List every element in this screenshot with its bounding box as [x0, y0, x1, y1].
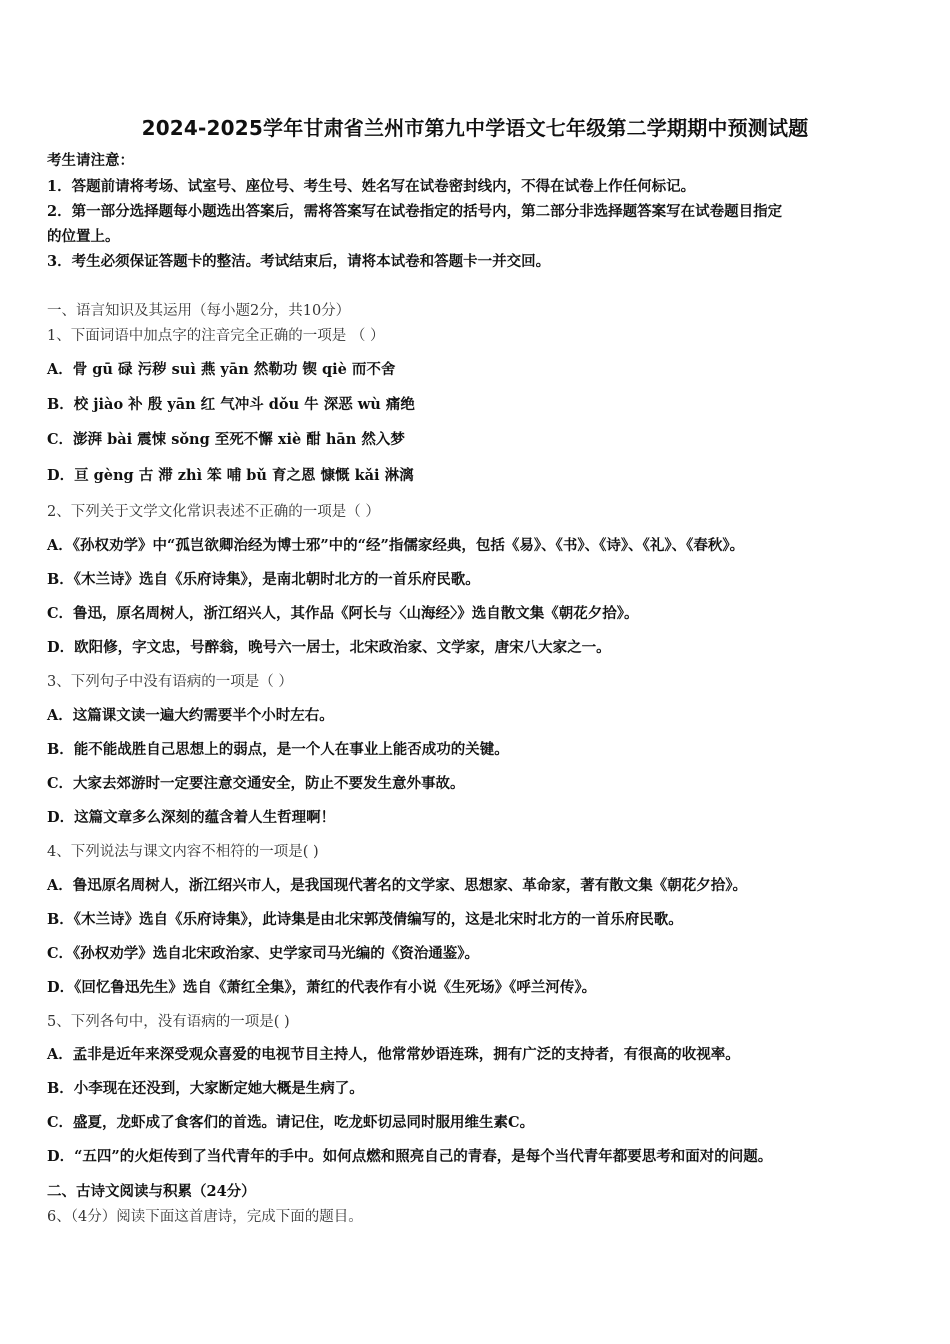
- question-1-stem: 1、下面词语中加点字的注音完全正确的一项是 （ ）: [47, 328, 385, 344]
- question-3-option-d: D．这篇文章多么深刻的蕴含着人生哲理啊！: [47, 809, 336, 826]
- question-4-option-d: D．《回忆鲁迅先生》选自《萧红全集》，萧红的代表作有小说《生死场》《呼兰河传》。: [47, 979, 597, 996]
- question-1-option-b: B．校 jiào 补 殷 yān 红 气冲斗 dǒu 牛 深恶 wù 痛绝: [47, 396, 415, 413]
- question-6-stem: 6、（4分）阅读下面这首唐诗，完成下面的题目。: [47, 1209, 363, 1225]
- notice-item-2-cont: 的位置上。: [47, 228, 120, 245]
- page-title: 2024-2025学年甘肃省兰州市第九中学语文七年级第二学期期中预测试题: [141, 116, 809, 140]
- question-2-option-b: B．《木兰诗》选自《乐府诗集》，是南北朝时北方的一首乐府民歌。: [47, 571, 480, 588]
- question-1-option-d: D．亘 gèng 古 滞 zhì 笨 哺 bǔ 育之恩 慷慨 kǎi 淋漓: [47, 467, 414, 484]
- notice-item-1: 1．答题前请将考场、试室号、座位号、考生号、姓名写在试卷密封线内，不得在试卷上作任何标记。: [47, 178, 696, 195]
- section-2-heading: 二、古诗文阅读与积累（24分）: [47, 1183, 256, 1200]
- question-5-option-a: A．孟非是近年来深受观众喜爱的电视节目主持人，他常常妙语连珠，拥有广泛的支持者，有很高的收视率。: [47, 1046, 740, 1063]
- question-5-option-b: B．小李现在还没到，大家断定她大概是生病了。: [47, 1080, 364, 1097]
- question-3-option-c: C．大家去郊游时一定要注意交通安全，防止不要发生意外事故。: [47, 775, 465, 792]
- question-2-option-a: A．《孙权劝学》中“孤岂欲卿治经为博士邪”中的“经”指儒家经典，包括《易》、《书》、《诗》、《礼》、《春秋》。: [47, 537, 745, 554]
- question-1-option-a: A．骨 gū 碌 污秽 suì 燕 yān 然勒功 锲 qiè 而不舍: [47, 361, 396, 378]
- question-2-stem: 2、下列关于文学文化常识表述不正确的一项是（ ）: [47, 504, 380, 520]
- question-5-option-d: D．“五四”的火炬传到了当代青年的手中。如何点燃和照亮自己的青春，是每个当代青年都要思考和面对的问题。: [47, 1148, 773, 1165]
- question-2-option-d: D．欧阳修，字文忠，号醉翁，晚号六一居士，北宋政治家、文学家，唐宋八大家之一。: [47, 639, 611, 656]
- notice-item-3: 3．考生必须保证答题卡的整洁。考试结束后，请将本试卷和答题卡一并交回。: [47, 253, 551, 270]
- section-1-heading: 一、语言知识及其运用（每小题2分，共10分）: [47, 303, 351, 319]
- question-4-stem: 4、下列说法与课文内容不相符的一项是( ): [47, 844, 319, 860]
- question-4-option-a: A．鲁迅原名周树人，浙江绍兴市人，是我国现代著名的文学家、思想家、革命家，著有散文集《朝花夕拾》。: [47, 877, 747, 894]
- question-3-option-a: A．这篇课文读一遍大约需要半个小时左右。: [47, 707, 334, 724]
- question-4-option-c: C．《孙权劝学》选自北宋政治家、史学家司马光编的《资治通鉴》。: [47, 945, 480, 962]
- notice-heading: 考生请注意：: [47, 152, 134, 169]
- notice-item-2: 2．第一部分选择题每小题选出答案后，需将答案写在试卷指定的括号内，第二部分非选择题答案写在试卷题目指定: [47, 203, 783, 220]
- question-5-stem: 5、下列各句中，没有语病的一项是( ): [47, 1014, 290, 1030]
- question-4-option-b: B．《木兰诗》选自《乐府诗集》，此诗集是由北宋郭茂倩编写的，这是北宋时北方的一首乐府民歌。: [47, 911, 683, 928]
- question-3-stem: 3、下列句子中没有语病的一项是（ ）: [47, 674, 293, 690]
- question-3-option-b: B．能不能战胜自己思想上的弱点，是一个人在事业上能否成功的关键。: [47, 741, 509, 758]
- question-1-option-c: C．澎湃 bài 震悚 sǒng 至死不懈 xiè 酣 hān 然入梦: [47, 431, 405, 448]
- question-2-option-c: C．鲁迅，原名周树人，浙江绍兴人，其作品《阿长与〈山海经〉》选自散文集《朝花夕拾》。: [47, 605, 639, 622]
- question-5-option-c: C．盛夏，龙虾成了食客们的首选。请记住，吃龙虾切忌同时服用维生素C。: [47, 1114, 535, 1131]
